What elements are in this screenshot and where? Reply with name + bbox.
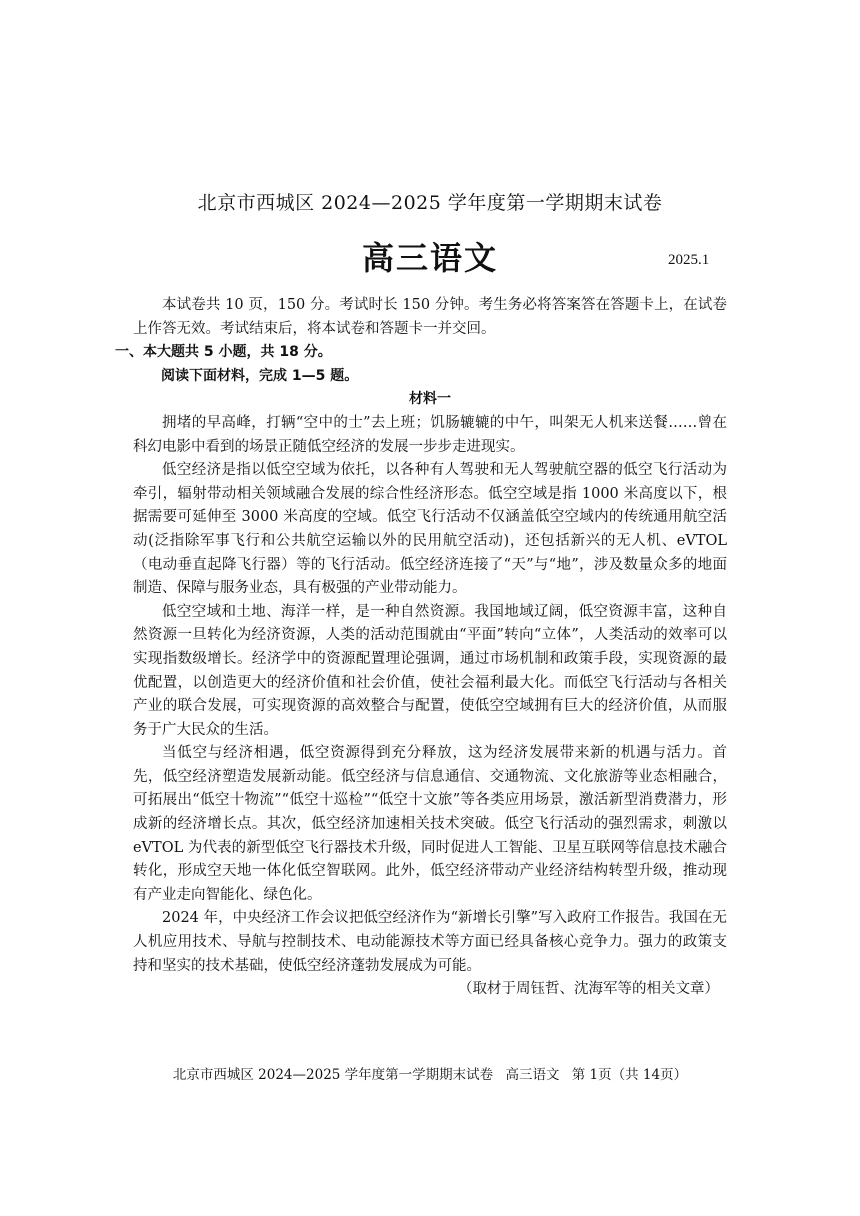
subject-title: 高三语文 [361,239,498,277]
exam-title: 北京市西城区 2024—2025 学年度第一学期期末试卷 [197,192,663,214]
material-paragraph: 拥堵的早高峰，打辆“空中的士”去上班；饥肠辘辘的中午，叫架无人机来送餐……曾在科幻电影中看到的场景正随低空经济的发展一步步走进现实。 [133,414,727,455]
material-paragraph: 2024 年，中央经济工作会议把低空经济作为“新增长引擎”写入政府工作报告。我国在无人机应用技术、导航与控制技术、电动能源技术等方面已经具备核心竞争力。强力的政策支持和坚实的技术基础，使低空经济蓬勃发展成为可能。 [133,910,727,974]
reading-instruction: 阅读下面材料，完成 1—5 题。 [161,367,359,384]
exam-date: 2025.1 [668,252,710,268]
material-paragraph: 低空空域和土地、海洋一样，是一种自然资源。我国地域辽阔，低空资源丰富，这种自然资源一旦转化为经济资源，人类的活动范围就由“平面”转向“立体”，人类活动的效率可以实现指数级增长。经济学中的资源配置理论强调，通过市场机制和政策手段，实现资源的最优配置，以创造更大的经济价值和社会价值，使社会福利最大化。而低空飞行活动与各相关产业的联合发展，可实现资源的高效整合与配置，使低空空域拥有巨大的经济价值，从而服务于广大民众的生活。 [133,603,727,738]
footer-exam-title: 北京市西城区 2024—2025 学年度第一学期期末试卷 [172,1067,494,1083]
section-heading: 一、本大题共 5 小题，共 18 分。 [115,344,332,361]
footer-subject: 高三语文 [505,1067,560,1083]
source-citation: （取材于周钰哲、沈海军等的相关文章） [458,981,719,998]
material-paragraph: 低空经济是指以低空空域为依托，以各种有人驾驶和无人驾驶航空器的低空飞行活动为牵引，辐射带动相关领域融合发展的综合性经济形态。低空空域是指 1000 米高度以下，根据需要可延伸至 3000 米高度的空域。低空飞行活动不仅涵盖低空空域内的传统通用航空活动(泛指除军事飞行和公共航空运输以外的民用航空活动)，还包括新兴的无人机、eVTOL（电动垂直起降飞行器）等的飞行活动。低空经济连接了“天”与“地”，涉及数量众多的地面制造、保障与服务业态，具有极强的产业带动能力。 [133,462,727,597]
exam-body [115,294,727,1002]
page-footer [0,1063,860,1083]
footer-page-number: 第 1页（共 14页） [571,1067,688,1083]
intro-instructions: 本试卷共 10 页，150 分。考试时长 150 分钟。考生务必将答案答在答题卡上，在试卷上作答无效。考试结束后，将本试卷和答题卡一并交回。 [133,297,727,337]
material-paragraph: 当低空与经济相遇，低空资源得到充分释放，这为经济发展带来新的机遇与活力。首先，低空经济塑造发展新动能。低空经济与信息通信、交通物流、文化旅游等业态相融合，可拓展出“低空十物流”“低空十巡检”“低空十文旅”等各类应用场景，激活新型消费潜力，形成新的经济增长点。其次，低空经济加速相关技术突破。低空飞行活动的强烈需求，刺激以 eVTOL 为代表的新型低空飞行器技术升级，同时促进人工智能、卫星互联网等信息技术融合转化，形成空天地一体化低空智联网。此外，低空经济带动产业经济结构转型升级，推动现有产业走向智能化、绿色化。 [133,745,727,903]
material-title: 材料一 [409,391,451,408]
